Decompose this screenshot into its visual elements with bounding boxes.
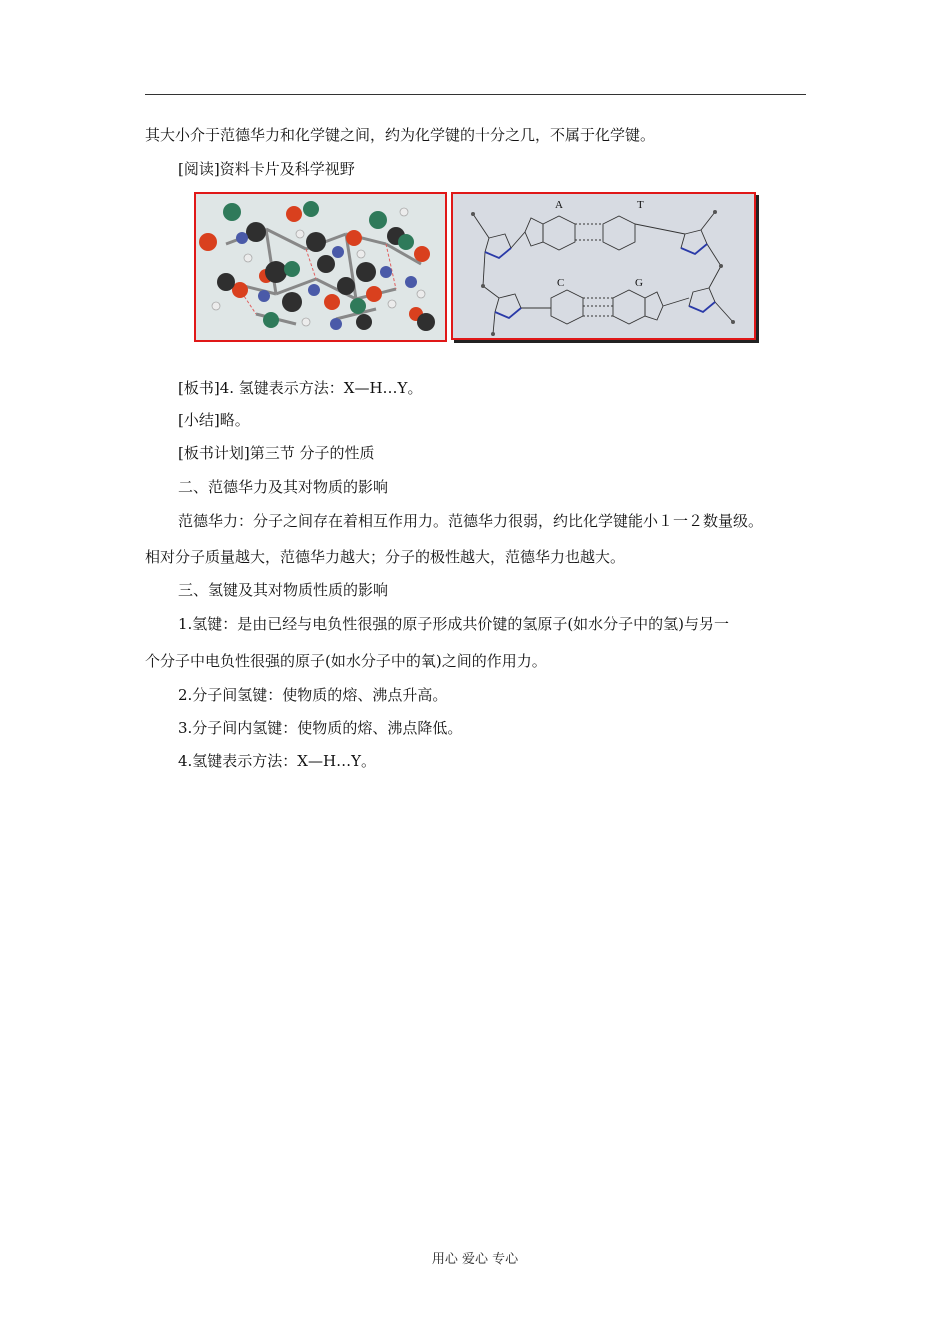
paragraph: 相对分子质量越大，范德华力越大；分子的极性越大，范德华力也越大。 (145, 548, 626, 566)
paragraph: 范德华力：分子之间存在着相互作用力。范德华力很弱，约比化学键能小１一２数量级。 (178, 512, 764, 530)
section-heading-vdw: 二、范德华力及其对物质的影响 (178, 478, 389, 496)
base-label-c: C (557, 277, 565, 289)
list-item: 1.氢键：是由已经与电负性很强的原子形成共价键的氢原子(如水分子中的氢)与另一 (178, 615, 730, 633)
base-label-t: T (637, 199, 644, 211)
paragraph: 其大小介于范德华力和化学键之间，约为化学键的十分之几，不属于化学键。 (145, 126, 656, 144)
board-note: [板书]4. 氢键表示方法：X—H…Y。 (178, 379, 423, 397)
list-item: 2.分子间氢键：使物质的熔、沸点升高。 (178, 686, 448, 704)
base-pair-figure (451, 192, 756, 340)
list-item: 4.氢键表示方法：X—H…Y。 (178, 752, 376, 770)
base-label-g: G (635, 277, 643, 289)
base-pair-structure-diagram (453, 194, 754, 338)
page-footer: 用心 爱心 专心 (431, 1252, 519, 1267)
board-plan-heading: [板书计划]第三节 分子的性质 (178, 444, 375, 462)
reading-heading: [阅读]资料卡片及科学视野 (178, 160, 355, 178)
base-label-a: A (555, 199, 563, 211)
header-rule (145, 94, 806, 95)
molecule-model-figure (194, 192, 447, 342)
molecule-model-illustration (196, 194, 445, 340)
summary-note: [小结]略。 (178, 411, 250, 429)
section-heading-hbond: 三、氢键及其对物质性质的影响 (178, 581, 389, 599)
list-item: 3.分子间内氢键：使物质的熔、沸点降低。 (178, 719, 463, 737)
list-item-continuation: 个分子中电负性很强的原子(如水分子中的氧)之间的作用力。 (145, 652, 547, 670)
